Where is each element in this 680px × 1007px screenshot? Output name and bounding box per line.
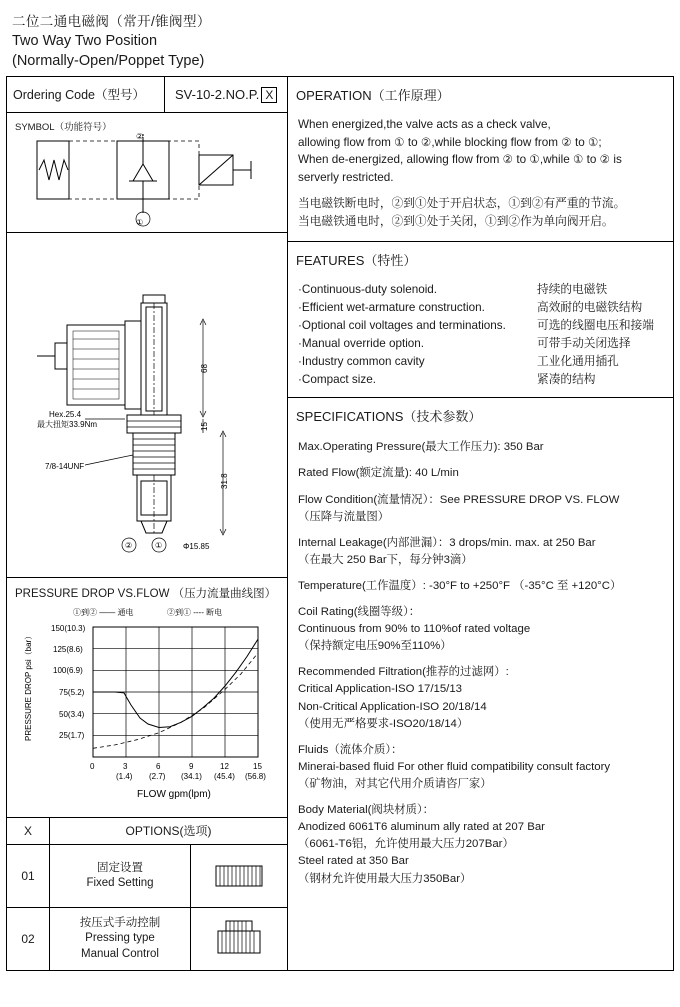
feature-item	[298, 317, 663, 335]
diameter-label: Φ15.85	[183, 542, 210, 552]
operation-cn-line-1: 当电磁铁断电时，②到①处于开启状态，①到②有严重的节流。	[298, 197, 626, 211]
specifications-body	[288, 433, 673, 904]
x-tick-9: 9	[189, 762, 194, 772]
ordering-code-row	[7, 77, 287, 113]
x-subtick-3: (1.4)	[116, 772, 133, 782]
ordering-code-text: SV-10-2.NO.P.	[175, 87, 260, 103]
chart-xlabel: FLOW gpm(lpm)	[137, 789, 211, 801]
spec-item: Recommended Filtration(推荐的过滤网）: Critical Application-ISO 17/15/13 Non-Critical Application-ISO 20/18/14 （使用无严格要求-ISO20/18/14）	[298, 666, 509, 730]
operation-en-line-2: allowing flow from ① to ②,while blocking flow from ② to ①;	[298, 135, 602, 149]
thread-label: 7/8-14UNF	[45, 462, 85, 472]
features-header: FEATURES（特性）	[296, 252, 417, 268]
chart-series-deenergized	[93, 653, 258, 748]
option-desc-02-cn: 按压式手动控制	[79, 916, 161, 929]
dim-318-label: 31.8	[220, 473, 229, 490]
feature-cn: 持续的电磁铁	[537, 282, 608, 296]
chart-title: PRESSURE DROP VS.FLOW （压力流量曲线图）	[15, 588, 277, 601]
feature-item	[298, 299, 663, 317]
feature-cn: 可带手动关闭选择	[537, 336, 631, 350]
drawing-port-2-label: ②	[125, 541, 133, 551]
x-tick-12: 12	[220, 762, 229, 772]
title-english-line2: (Normally-Open/Poppet Type)	[12, 53, 205, 70]
spec-item: Coil Rating(线圈等级）： Continuous from 90% to 110%of rated voltage （保持额定电压90%至110%）	[298, 606, 531, 653]
symbol-cell	[7, 113, 287, 233]
y-tick-50: 50(3.4)	[59, 710, 85, 720]
feature-cn: 工业化通用插孔	[537, 355, 619, 369]
knurled-plug-icon	[204, 856, 274, 896]
operation-en-line-4: serverly restricted.	[298, 170, 394, 184]
spec-item: Rated Flow(额定流量): 40 L/min	[298, 467, 459, 480]
x-subtick-6: (2.7)	[149, 772, 166, 782]
option-desc-02-en1: Pressing type	[85, 932, 155, 945]
feature-item	[298, 371, 663, 389]
symbol-port-bottom-label: ①	[136, 218, 144, 228]
option-image-02	[191, 908, 287, 970]
option-code-02: 02	[7, 908, 50, 970]
specifications-section	[288, 398, 673, 904]
option-desc-02-en2: Manual Control	[81, 948, 159, 960]
content-frame	[6, 76, 674, 971]
chart-legend-deenergized: ②到① ---- 断电	[167, 608, 223, 618]
spec-item: Max.Operating Pressure(最大工作压力): 350 Bar	[298, 441, 544, 454]
y-tick-100: 100(6.9)	[53, 666, 83, 676]
spec-item: Internal Leakage(内部泄漏）：3 drops/min. max. at 250 Bar （在最大 250 Bar下，每分钟3滴）	[298, 536, 596, 566]
y-tick-75: 75(5.2)	[59, 688, 85, 698]
operation-en-line-1: When energized,the valve acts as a check valve,	[298, 118, 551, 132]
chart-series-energized	[93, 639, 258, 727]
pressure-drop-chart-cell	[7, 578, 287, 818]
dim-68-label: 68	[200, 364, 209, 374]
symbol-label: SYMBOL（功能符号）	[15, 122, 112, 134]
feature-en: ·Industry common cavity	[298, 355, 425, 369]
right-column	[288, 77, 673, 970]
ordering-code-value	[165, 87, 277, 103]
feature-en: ·Compact size.	[298, 373, 376, 387]
torque-label: 最大扭矩33.9Nm	[37, 420, 98, 430]
spec-item: Body Material(阀块材质）： Anodized 6061T6 aluminum ally rated at 207 Bar （6061-T6铝，允许使用最大压力207Bar） Steel rated at 350 Bar （钢材允许使用最大压力350Bar）	[298, 804, 545, 885]
operation-cn-line-2: 当电磁铁通电时，②到①处于关闭，①到②作为单向阀开启。	[298, 214, 614, 228]
y-tick-125: 125(8.6)	[53, 645, 83, 655]
feature-en: ·Optional coil voltages and terminations.	[298, 318, 506, 332]
dim-15-label: 15	[200, 422, 209, 432]
title-english-line1: Two Way Two Position	[12, 33, 158, 49]
x-tick-0: 0	[90, 762, 95, 772]
option-desc-01	[50, 845, 191, 907]
ordering-code-variable: X	[261, 87, 277, 103]
operation-body	[288, 112, 673, 240]
y-tick-150: 150(10.3)	[51, 624, 86, 634]
spec-item: Flow Condition(流量情况）：See PRESSURE DROP VS. FLOW （压降与流量图）	[298, 493, 620, 523]
x-tick-6: 6	[156, 762, 161, 772]
feature-cn: 高效耐的电磁铁结构	[537, 300, 643, 314]
valve-cross-section-drawing	[7, 233, 286, 577]
datasheet-page	[6, 6, 674, 1001]
options-table	[7, 818, 287, 970]
chart-legend-energized: ①到② —— 通电	[73, 608, 134, 618]
chart-ylabel: PRESSURE DROP psi（bar）	[24, 632, 33, 742]
cross-section-drawing-cell	[7, 233, 287, 578]
feature-en: ·Manual override option.	[298, 336, 425, 350]
option-desc-01-en: Fixed Setting	[86, 877, 154, 890]
hex-label: Hex.25.4	[49, 410, 82, 420]
y-tick-25: 25(1.7)	[59, 731, 85, 741]
feature-cn: 可选的线圈电压和接端	[537, 318, 654, 332]
spec-item: Temperature(工作温度）: -30°F to +250°F （-35°C 至 +120°C）	[298, 579, 622, 592]
operation-section	[288, 77, 673, 241]
option-image-01	[191, 845, 287, 907]
feature-item	[298, 281, 663, 299]
hydraulic-symbol-diagram	[7, 133, 286, 231]
feature-cn: 紧凑的结构	[537, 373, 596, 387]
operation-header: OPERATION（工作原理）	[296, 88, 450, 104]
x-subtick-15: (56.8)	[245, 772, 266, 782]
feature-en: ·Efficient wet-armature construction.	[298, 300, 485, 314]
options-row-02[interactable]	[7, 908, 287, 970]
left-column	[7, 77, 288, 970]
feature-item	[298, 353, 663, 371]
ordering-code-label: Ordering Code（型号）	[7, 77, 165, 113]
options-row-01[interactable]	[7, 845, 287, 908]
feature-item	[298, 335, 663, 353]
x-tick-15: 15	[253, 762, 262, 772]
options-header-row	[7, 818, 287, 845]
option-desc-01-cn: 固定设置	[97, 861, 143, 874]
x-subtick-12: (45.4)	[214, 772, 235, 782]
feature-en: ·Continuous-duty solenoid.	[298, 282, 438, 296]
features-section	[288, 242, 673, 399]
option-code-01: 01	[7, 845, 50, 907]
option-desc-02	[50, 908, 191, 970]
specifications-header: SPECIFICATIONS（技术参数）	[296, 409, 482, 425]
drawing-port-1-label: ①	[155, 541, 163, 551]
page-title	[6, 6, 674, 76]
operation-en-line-3: When de-energized, allowing flow from ② to ①,while ① to ② is	[298, 153, 622, 167]
features-list	[288, 277, 673, 398]
options-col-x: X	[7, 818, 50, 844]
symbol-port-top-label: ②	[136, 133, 144, 142]
x-subtick-9: (34.1)	[181, 772, 202, 782]
spec-item: Fluids（流体介质）： Minerai-based fluid For other fluid compatibility consult factory （矿物油，对其它代用介质请咨厂家）	[298, 743, 611, 791]
knurled-knob-icon	[204, 917, 274, 961]
pressure-drop-vs-flow-chart	[7, 601, 286, 811]
x-tick-3: 3	[123, 762, 128, 772]
options-col-title: OPTIONS(选项)	[125, 824, 212, 839]
title-chinese: 二位二通电磁阀（常开/锥阀型）	[12, 14, 211, 29]
